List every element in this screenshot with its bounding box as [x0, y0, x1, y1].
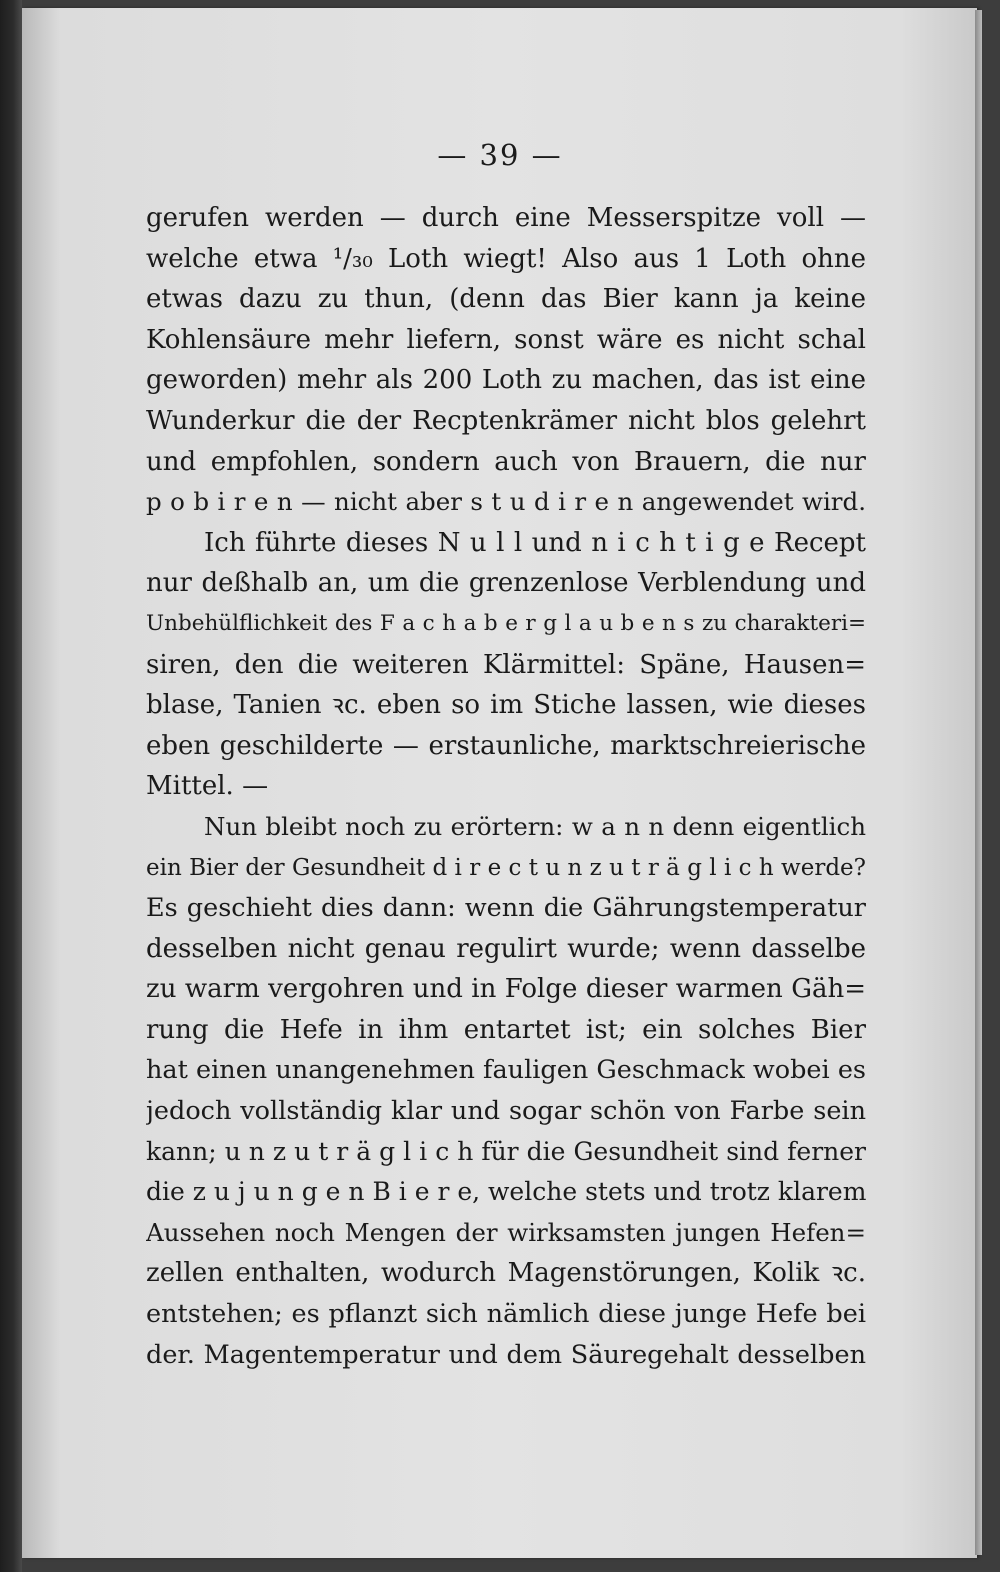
- text-line: ein Bier der Gesundheit d i r e c t u n z u t r ä g l i c h werde?: [146, 854, 866, 881]
- text-line: welche etwa ¹/₃₀ Loth wiegt! Also aus 1 Loth ohne: [146, 243, 866, 274]
- text-line: und empfohlen, sondern auch von Brauern, die nur: [146, 446, 866, 477]
- text-line: jedoch vollständig klar und sogar schön von Farbe sein: [146, 1096, 866, 1127]
- text-line: Es geschieht dies dann: wenn die Gährungstemperatur: [146, 893, 866, 924]
- text-line: p o b i r e n — nicht aber s t u d i r e n angewendet wird.: [146, 487, 866, 517]
- text-line: Aussehen noch Mengen der wirksamsten jungen Hefen=: [146, 1217, 866, 1247]
- text-line: die z u j u n g e n B i e r e, welche stets und trotz klarem: [146, 1177, 866, 1207]
- text-line: zellen enthalten, wodurch Magenstörungen, Kolik ꝛc.: [146, 1258, 866, 1289]
- text-line: eben geschilderte — erstaunliche, marktschreierische: [146, 730, 866, 761]
- text-line: geworden) mehr als 200 Loth zu machen, das ist eine: [146, 365, 866, 396]
- text-line: gerufen werden — durch eine Messerspitze voll —: [146, 203, 866, 233]
- text-line: hat einen unangenehmen fauligen Geschmack wobei es: [146, 1055, 866, 1086]
- body-text: [146, 198, 866, 1375]
- text-line: desselben nicht genau regulirt wurde; wenn dasselbe: [146, 933, 866, 964]
- text-line: Kohlensäure mehr liefern, sonst wäre es nicht schal: [146, 324, 866, 355]
- book-spine: [0, 0, 22, 1572]
- text-line: der. Magentemperatur und dem Säuregehalt desselben: [146, 1339, 866, 1370]
- text-line: Nun bleibt noch zu erörtern: w a n n denn eigentlich: [204, 811, 866, 841]
- text-line: siren, den die weiteren Klärmittel: Späne, Hausen=: [146, 649, 866, 680]
- text-line: blase, Tanien ꝛc. eben so im Stiche lassen, wie dieses: [146, 690, 866, 721]
- text-line: Unbehülflichkeit des F a c h a b e r g l a u b e n s zu charakteri=: [146, 610, 866, 636]
- text-line: entstehen; es pflanzt sich nämlich diese junge Hefe bei: [146, 1299, 866, 1330]
- text-line: etwas dazu zu thun, (denn das Bier kann ja keine: [146, 284, 866, 315]
- page-number: — 39 —: [437, 138, 563, 172]
- text-line: Mittel. —: [146, 771, 269, 802]
- text-line: kann; u n z u t r ä g l i c h für die Gesundheit sind ferner: [146, 1136, 866, 1166]
- text-line: rung die Hefe in ihm entartet ist; ein solches Bier: [146, 1014, 866, 1045]
- text-line: nur deßhalb an, um die grenzenlose Verblendung und: [146, 568, 866, 599]
- text-line: Ich führte dieses N u l l und n i c h t i g e Recept: [204, 527, 866, 558]
- page-edge: [975, 10, 982, 1555]
- text-line: zu warm vergohren und in Folge dieser warmen Gäh=: [146, 974, 866, 1005]
- text-line: Wunderkur die der Recptenkrämer nicht blos gelehrt: [146, 405, 866, 436]
